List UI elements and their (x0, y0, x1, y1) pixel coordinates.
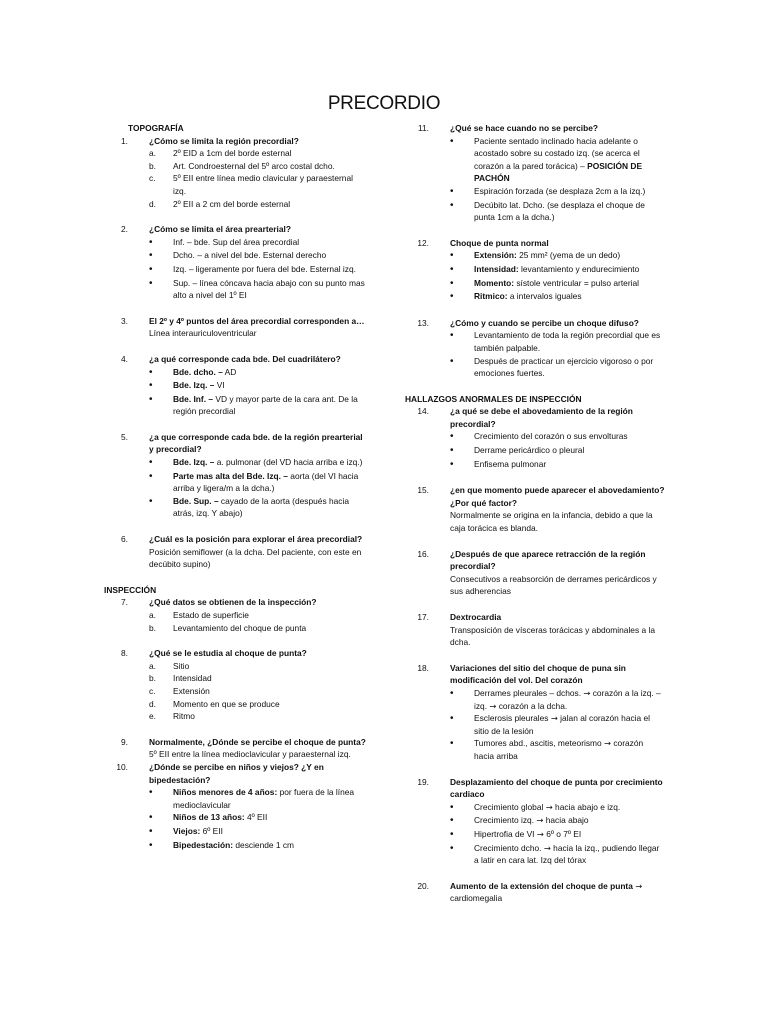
list-item: • Izq. – ligeramente por fuera del bde. Esternal izq. (149, 263, 366, 277)
bullet-icon (450, 828, 474, 842)
list-item: b. Intensidad (149, 673, 212, 684)
list-item: • Parte mas alta del Bde. Izq. – aorta (del VI hacia arriba y ligera/m a la dcha.) (149, 470, 366, 495)
section-hallazgos: HALLAZGOS ANORMALES DE INSPECCIÓN (405, 393, 582, 404)
question-18: 18. Variaciones del sitio del choque de puna sin modificación del vol. Del corazón • Derrames pleurales – dchos. → corazón a la izq. – izq. → corazón a la dcha. • Esclerosis pleurales → jalan al corazón hacia el sitio de la lesión • Tumores abd., ascitis, meteorismo → corazón hacia arriba (405, 662, 665, 763)
question-12: 12. Choque de punta normal • Extensión: 25 mm² (yema de un dedo) • Intensidad: levantamiento y endurecimiento • Momento: sístole ventricular = pulso arterial • Ritmico: a intervalos iguales (405, 237, 665, 304)
list-item: • Enfisema pulmonar (450, 458, 665, 472)
arrow-right-icon: → (550, 713, 558, 724)
list-item: • Bde. Inf. – VD y mayor parte de la cara ant. De la región precordial (149, 393, 366, 418)
list-item: • Crecimiento global → hacia abajo e izq. (450, 801, 665, 815)
question-10: 10. ¿Dónde se percibe en niños y viejos? ¿Y en bipedestación? • Niños menores de 4 años: por fuera de la línea medioclavicular • Niños de 13 años: 4º EII • Viejos: 6º EII • Bipedestación: desciende 1 cm (104, 761, 366, 852)
bullet-icon (450, 712, 474, 737)
bullet-icon (149, 456, 173, 470)
list-item: • Derrame pericárdico o pleural (450, 444, 665, 458)
question-8: 8. ¿Qué se le estudia al choque de punta? a. Sitio b. Intensidad c. Extensión d. Momento en que se produce e. Ritmo (104, 647, 366, 723)
list-item: b. Art. Condroesternal del 5º arco costal dcho. (149, 160, 335, 171)
bullet-icon (149, 786, 173, 811)
bullet-icon (149, 470, 173, 495)
list-item: c. Extensión (149, 685, 210, 696)
bullet-icon (149, 811, 173, 825)
list-item: • Niños menores de 4 años: por fuera de la línea medioclavicular (149, 786, 366, 811)
question-9: 9. Normalmente, ¿Dónde se percibe el choque de punta? 5º EII entre la línea medioclavicular y paraesternal izq. (121, 736, 366, 760)
section-topografia: TOPOGRAFÍA (128, 123, 184, 133)
section-inspeccion: INSPECCIÓN (104, 584, 157, 595)
list-item: • Bde. Sup. – cayado de la aorta (después hacia atrás, izq. Y abajo) (149, 495, 366, 520)
bullet-icon (149, 839, 173, 853)
arrow-right-icon: → (635, 880, 643, 891)
list-item: • Levantamiento de toda la región precordial que es también palpable. (450, 329, 665, 354)
question-14: 14. ¿a qué se debe el abovedamiento de la región precordial? • Crecimiento del corazón o sus envolturas • Derrame pericárdico o pleural • Enfisema pulmonar (405, 405, 665, 471)
question-5: 5. ¿a que corresponde cada bde. de la región prearterial y precordial? • Bde. Izq. – a. pulmonar (del VD hacia arriba e izq.) • Parte mas alta del Bde. Izq. – aorta (del VI hacia arriba y ligera/m a la dcha.) • Bde. Sup. – cayado de la aorta (después hacia atrás, izq. Y abajo) (104, 431, 366, 520)
question-11: 11. ¿Qué se hace cuando no se percibe? • Paciente sentado inclinado hacia adelante o acostado sobre su costado izq. (se acerca el corazón a la pared torácica) – POSICIÓN DE PACHÓN • Espiración forzada (se desplaza 2cm a la izq.) • Decúbito lat. Dcho. (se desplaza el choque de punta 1cm a la dcha.) (405, 122, 665, 224)
question-4: 4. ¿a qué corresponde cada bde. Del cuadrilátero? • Bde. dcho. – AD • Bde. Izq. – VI • Bde. Inf. – VD y mayor parte de la cara ant. De la región precordial (104, 353, 366, 418)
bullet-icon (149, 366, 173, 380)
bullet-icon (450, 290, 474, 304)
bullet-icon (149, 495, 173, 520)
question-6: 6. ¿Cuál es la posición para explorar el área precordial? Posición semiflower (a la dcha. Del paciente, con este en decúbito supino) (121, 534, 363, 570)
question-17: 17. Dextrocardia Transposición de vísceras torácicas y abdominales a la dcha. (417, 612, 655, 648)
list-item: • Dcho. – a nivel del bde. Esternal derecho (149, 249, 366, 263)
list-item: • Decúbito lat. Dcho. (se desplaza el choque de punta 1cm a la dcha.) (450, 199, 665, 224)
bullet-icon (450, 277, 474, 291)
arrow-right-icon: → (545, 801, 553, 812)
question-15: 15. ¿en que momento puede aparecer el abovedamiento? ¿Por qué factor? Normalmente se origina en la infancia, debido a que la caja torácica es blanda. (417, 485, 665, 534)
question-3: 3. El 2º y 4º puntos del área precordial corresponden a… Línea interauriculoventricular (121, 315, 365, 339)
page-title: PRECORDIO (327, 93, 441, 114)
list-item: a. Sitio (149, 660, 190, 671)
question-16: 16. ¿Después de que aparece retracción de la región precordial? Consecutivos a reabsorción de derrames pericárdicos y sus adherencias (417, 548, 657, 597)
bullet-icon (450, 355, 474, 380)
list-item: • Paciente sentado inclinado hacia adelante o acostado sobre su costado izq. (se acerca el corazón a la pared torácica) – POSICIÓN DE PACHÓN (450, 135, 665, 185)
question-20: 20. Aumento de la extensión del choque de punta → cardiomegalia (417, 880, 643, 904)
right-column (405, 122, 665, 905)
bullet-icon (450, 444, 474, 458)
list-item: • Esclerosis pleurales → jalan al corazón hacia el sitio de la lesión (450, 712, 665, 737)
list-item: • Bipedestación: desciende 1 cm (149, 839, 366, 853)
list-item: • Momento: sístole ventricular = pulso arterial (450, 277, 665, 291)
list-item: • Viejos: 6º EII (149, 825, 366, 839)
question-19: 19. Desplazamiento del choque de punta por crecimiento cardiaco • Crecimiento global → hacia abajo e izq. • Crecimiento izq. → hacia abajo • Hipertrofia de VI → 6º o 7º EI • Crecimiento dcho. → hacia la izq., pudiendo llegar a latir en cara lat. Izq del tórax (405, 776, 665, 867)
bullet-icon (149, 249, 173, 263)
list-item: • Espiración forzada (se desplaza 2cm a la izq.) (450, 185, 665, 199)
bullet-icon (450, 687, 474, 712)
bullet-icon (450, 249, 474, 263)
list-item: • Bde. dcho. – AD (149, 366, 366, 380)
list-item: d. Momento en que se produce (149, 698, 280, 709)
bullet-icon (450, 842, 474, 867)
bullet-icon (450, 801, 474, 815)
bullet-icon (450, 329, 474, 354)
list-item: b. Levantamiento del choque de punta (149, 622, 307, 633)
list-item: • Tumores abd., ascitis, meteorismo → corazón hacia arriba (450, 737, 665, 762)
list-item: • Crecimiento izq. → hacia abajo (450, 814, 665, 828)
list-item: • Sup. – línea cóncava hacia abajo con su punto mas alto a nivel del 1º EI (149, 277, 366, 302)
question-7: 7. ¿Qué datos se obtienen de la inspección? a. Estado de superficie b. Levantamiento del choque de punta (104, 596, 366, 634)
list-item: • Derrames pleurales – dchos. → corazón a la izq. – izq. → corazón a la dcha. (450, 687, 665, 712)
list-item: • Ritmico: a intervalos iguales (450, 290, 665, 304)
arrow-right-icon: → (536, 828, 544, 839)
bullet-icon (149, 379, 173, 393)
list-item: • Niños de 13 años: 4º EII (149, 811, 366, 825)
list-item: • Después de practicar un ejercicio vigoroso o por emociones fuertes. (450, 355, 665, 380)
list-item: • Bde. Izq. – VI (149, 379, 366, 393)
question-2: 2. ¿Cómo se limita el área prearterial? • Inf. – bde. Sup del área precordial • Dcho. – a nivel del bde. Esternal derecho • Izq. – ligeramente por fuera del bde. Esternal izq. • Sup. – línea cóncava hacia abajo con su punto mas alto a nivel del 1º EI (104, 223, 366, 302)
bullet-icon (450, 135, 474, 185)
question-1: 1. ¿Cómo se limita la región precordial? a. 2º EID a 1cm del borde esternal b. Art. Condroesternal del 5º arco costal dcho. c. 5º EII entre línea medio clavicular y paraesternal izq. d. 2º EII a 2 cm del borde esternal (104, 135, 366, 211)
bullet-icon (149, 236, 173, 250)
list-item: e. Ritmo (149, 711, 195, 722)
left-column (104, 122, 366, 852)
arrow-right-icon: → (489, 700, 497, 711)
list-item: • Extensión: 25 mm² (yema de un dedo) (450, 249, 665, 263)
arrow-right-icon: → (583, 687, 591, 698)
bullet-icon (450, 430, 474, 444)
bullet-icon (450, 185, 474, 199)
list-item: • Intensidad: levantamiento y endurecimiento (450, 263, 665, 277)
list-item: c. 5º EII entre línea medio clavicular y paraesternal izq. (149, 173, 353, 196)
bullet-icon (450, 737, 474, 762)
list-item: • Hipertrofia de VI → 6º o 7º EI (450, 828, 665, 842)
list-item: a. 2º EID a 1cm del borde esternal (149, 148, 292, 159)
bullet-icon (149, 825, 173, 839)
bullet-icon (149, 393, 173, 418)
list-item: • Bde. Izq. – a. pulmonar (del VD hacia arriba e izq.) (149, 456, 366, 470)
list-item: d. 2º EII a 2 cm del borde esternal (149, 198, 291, 209)
list-item: • Crecimiento del corazón o sus envolturas (450, 430, 665, 444)
bullet-icon (450, 199, 474, 224)
bullet-icon (450, 814, 474, 828)
bullet-icon (149, 277, 173, 302)
bullet-icon (450, 263, 474, 277)
list-item: • Crecimiento dcho. → hacia la izq., pudiendo llegar a latir en cara lat. Izq del tórax (450, 842, 665, 867)
question-13: 13. ¿Cómo y cuando se percibe un choque difuso? • Levantamiento de toda la región precordial que es también palpable. • Después de practicar un ejercicio vigoroso o por emociones fuertes. (405, 317, 665, 380)
arrow-right-icon: → (543, 842, 551, 853)
arrow-right-icon: → (536, 815, 544, 826)
bullet-icon (450, 458, 474, 472)
list-item: • Inf. – bde. Sup del área precordial (149, 236, 366, 250)
list-item: a. Estado de superficie (149, 610, 249, 620)
bullet-icon (149, 263, 173, 277)
arrow-right-icon: → (604, 738, 612, 749)
